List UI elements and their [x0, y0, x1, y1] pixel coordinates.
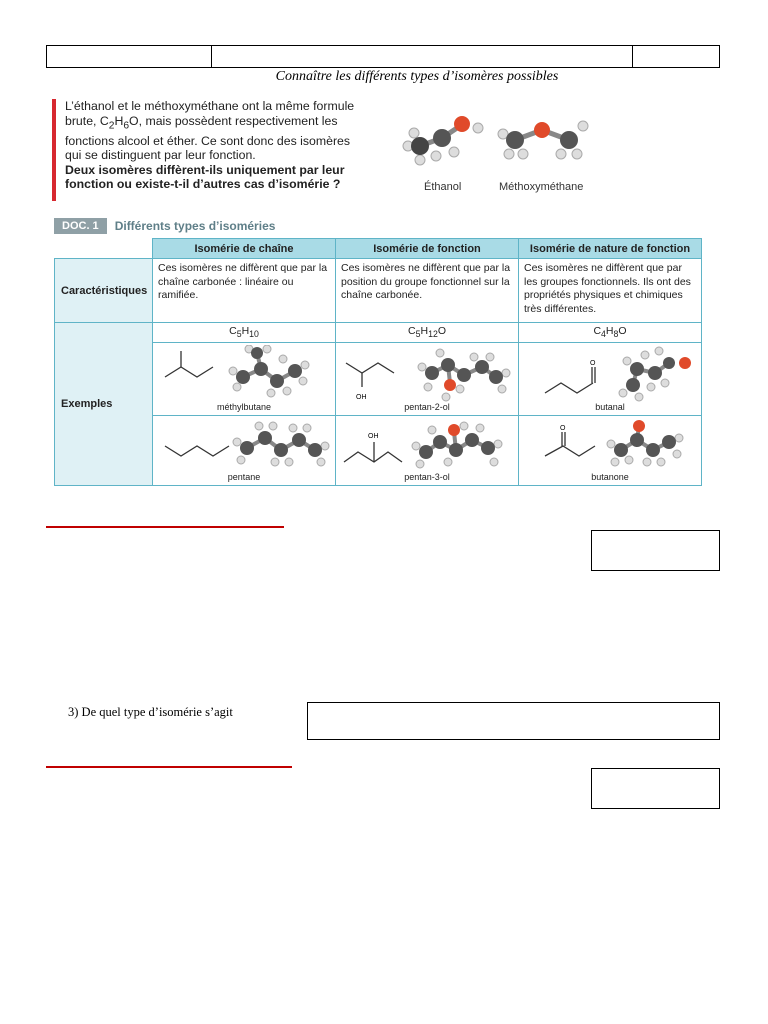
char-nature: Ces isomères ne diffèrent que par les groupes fonctionnels. Ils ont des propriétés physiques et chimiques très différentes. — [519, 259, 702, 323]
page-subtitle: Connaître les différents types d’isomères possibles — [275, 69, 559, 84]
col-header-nature: Isomérie de nature de fonction — [519, 239, 702, 259]
char-function: Ces isomères ne diffèrent que par la position du groupe fonctionnel sur la chaîne carbonée. — [336, 259, 519, 323]
name-butanone: butanone — [591, 472, 629, 482]
question-3: 3) De quel type d’isomérie s’agit — [68, 705, 233, 719]
example-butanone — [519, 416, 702, 486]
col-header-chain: Isomérie de chaîne — [153, 239, 336, 259]
example-pentane — [153, 416, 336, 486]
butanal-structure — [519, 345, 700, 405]
section-divider-1 — [46, 526, 284, 528]
pentan-3-ol-structure — [336, 418, 517, 476]
name-pentane: pentane — [227, 472, 261, 482]
doc-title: Différents types d’isoméries — [114, 219, 276, 233]
ethanol-label: Éthanol — [424, 181, 462, 193]
example-pentan-2-ol — [336, 343, 519, 416]
oh-label-2: OH — [368, 433, 379, 440]
intro-line-1: L’éthanol et le méthoxyméthane ont la même formule — [65, 99, 355, 113]
section-divider-2 — [46, 766, 292, 768]
formula-chain: $C_5H_{10}$ — [153, 323, 336, 343]
name-butanal: butanal — [595, 402, 625, 412]
o-label-1: O — [590, 360, 596, 367]
pentane-structure — [153, 418, 334, 476]
ethanol-model-image — [396, 108, 496, 178]
header-table — [46, 45, 720, 68]
intro-line-3: fonctions alcool et éther. Ce sont donc des isomères — [65, 133, 351, 148]
intro-question-2: fonction ou existe-t-il d’autres cas d’isomérie ? — [65, 177, 341, 192]
doc-header — [54, 218, 275, 234]
name-methylbutane: méthylbutane — [216, 402, 272, 412]
isomerism-table — [54, 238, 702, 486]
pentan-2-ol-structure — [336, 345, 517, 405]
example-pentan-3-ol — [336, 416, 519, 486]
butanone-structure — [519, 418, 700, 476]
doc-badge: DOC. 1 — [54, 218, 107, 234]
row-header-characteristics: Caractéristiques — [55, 259, 153, 323]
answer-field-question-3[interactable] — [307, 702, 720, 740]
methoxymethane-label: Méthoxyméthane — [499, 181, 584, 193]
table-corner — [55, 239, 153, 259]
formula-function: $C_5H_{12}O$ — [336, 323, 519, 343]
name-pentan-2-ol: pentan-2-ol — [404, 402, 450, 412]
answer-box-1[interactable] — [591, 530, 720, 571]
answer-box-2[interactable] — [591, 768, 720, 809]
methylbutane-structure — [153, 345, 334, 405]
row-header-examples: Exemples — [55, 323, 153, 486]
intro-line-4: qui se distinguent par leur fonction. — [65, 148, 256, 163]
formula-nature: $C_4H_8O$ — [519, 323, 702, 343]
intro-text — [52, 99, 397, 201]
oh-label-1: OH — [356, 394, 367, 401]
col-header-function: Isomérie de fonction — [336, 239, 519, 259]
methoxymethane-model-image — [495, 112, 595, 172]
char-chain: Ces isomères ne diffèrent que par la chaîne carbonée : linéaire ou ramifiée. — [153, 259, 336, 323]
example-methylbutane — [153, 343, 336, 416]
header-cell-1 — [47, 46, 212, 67]
example-butanal — [519, 343, 702, 416]
o-label-2: O — [560, 425, 566, 432]
name-pentan-3-ol: pentan-3-ol — [404, 472, 450, 482]
header-cell-2 — [212, 46, 633, 67]
intro-question-1: Deux isomères diffèrent-ils uniquement par leur — [65, 162, 345, 177]
intro-line-2: brute, $C_2H_6O$, mais possèdent respectivement les — [65, 113, 338, 132]
header-cell-3 — [633, 46, 719, 67]
